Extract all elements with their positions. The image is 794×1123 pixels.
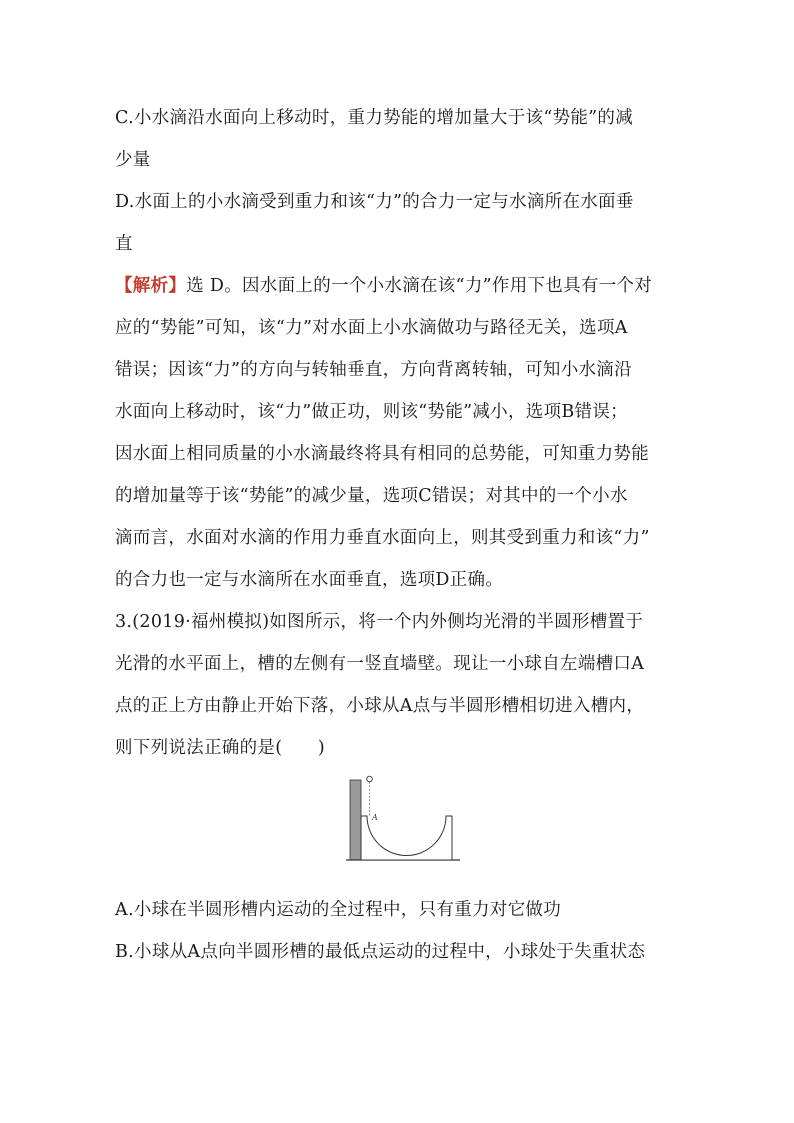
vertical-wall — [350, 780, 361, 860]
point-a-label: A — [372, 813, 378, 822]
semicircle-groove-figure — [344, 772, 460, 864]
ball — [367, 776, 373, 782]
analysis-line-2: 应的“势能”可知，该“力”对水面上小水滴做功与路径无关，选项A — [115, 318, 628, 338]
option-c-line-1: C.小水滴沿水面向上移动时，重力势能的增加量大于该“势能”的减 — [115, 108, 634, 128]
analysis-label: 【解析】 — [115, 276, 187, 296]
question3-line-4: 则下列说法正确的是( ) — [115, 738, 326, 758]
analysis-line-7: 滴而言，水面对水滴的作用力垂直水面向上，则其受到重力和该“力” — [115, 528, 650, 548]
analysis-line-3: 错误；因该“力”的方向与转轴垂直，方向背离转轴，可知小水滴沿 — [115, 360, 632, 380]
option-a-line: A.小球在半圆形槽内运动的全过程中，只有重力对它做功 — [115, 900, 561, 920]
option-c-line-2: 少量 — [115, 150, 151, 170]
option-d-line-1: D.水面上的小水滴受到重力和该“力”的合力一定与水滴所在水面垂 — [115, 192, 634, 212]
question3-line-2: 光滑的水平面上，槽的左侧有一竖直墙壁。现让一小球自左端槽口A — [115, 654, 645, 674]
analysis-text-0: 选 D。因水面上的一个小水滴在该“力”作用下也具有一个对 — [186, 276, 653, 296]
analysis-line-4: 水面向上移动时，该“力”做正功，则该“势能”减小，选项B错误； — [115, 402, 628, 422]
option-d-line-2: 直 — [115, 234, 133, 254]
option-b-line: B.小球从A点向半圆形槽的最低点运动的过程中，小球处于失重状态 — [115, 942, 646, 962]
question3-line-3: 点的正上方由静止开始下落，小球从A点与半圆形槽相切进入槽内， — [115, 696, 645, 716]
question3-line-1: 3.(2019·福州模拟)如图所示，将一个内外侧均光滑的半圆形槽置于 — [115, 612, 644, 632]
analysis-line-6: 的增加量等于该“势能”的减少量，选项C错误；对其中的一个小水 — [115, 486, 628, 506]
analysis-line-5: 因水面上相同质量的小水滴最终将具有相同的总势能，可知重力势能 — [115, 444, 649, 464]
analysis-line-8: 的合力也一定与水滴所在水面垂直，选项D正确。 — [115, 570, 504, 590]
semicircle-groove — [361, 816, 452, 860]
analysis-line-1 — [115, 274, 652, 298]
